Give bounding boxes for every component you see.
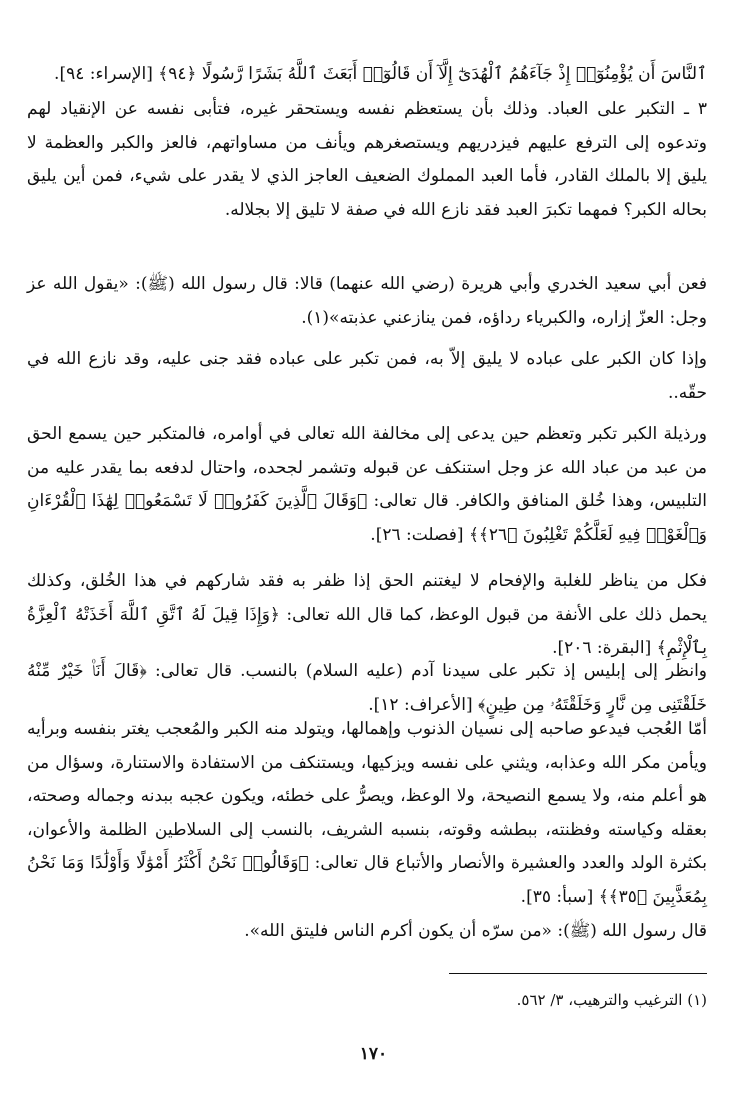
paragraph-vanity: أمّا العُجب فيدعو صاحبه إلى نسيان الذنوب وإهمالها، ويتولد منه الكبر والمُعجب يغتر بنفسه وبرأيه ويأمن مكر الله وعذابه، ويثني على نفسه ويزكيها، ويستنكف من الاستفادة والاستنارة، وسؤال من هو أعلم منه، ولا يسمع النصيحة، ولا الوعظ، ويصرُّ على خطئه، ويكون عجبه ببدنه وجماله وصحته، بعقله وكياسته وفظنته، ببطشه وقوته، بنسبه الشريف، بالنسب إلى السلاطين الظلمة والأعوان، بكثرة الولد والعدد والعشيرة والأنصار والأتباع قال تعالى: ﴿وَقَالُوا۟ نَحْنُ أَكْثَرُ أَمْوَٰلًا وَأَوْلَٰدًا وَمَا نَحْنُ بِمُعَذَّبِينَ ﴿٣٥﴾﴾ [سبأ: ٣٥]. (27, 719, 707, 907)
paragraph-vice-of-pride: ورذيلة الكبر تكبر وتعظم حين يدعى إلى مخالفة الله تعالى في أوامره، فالمتكبر حين يسمع الحق من عبد من عباد الله عز وجل استنكف عن قبوله وتشمر لجحده، واحتال لدفعه بما يقدر عليه من التلبيس، وهذا خُلق المنافق والكافر. قال تعالى: ﴿وَقَالَ ٱلَّذِينَ كَفَرُوا۟ لَا تَسْمَعُوا۟ لِهَٰذَا ٱلْقُرْءَانِ وَٱلْغَوْا۟ فِيهِ لَعَلَّكُمْ تَغْلِبُونَ ﴿٢٦﴾﴾ [فصلت: ٢٦]. (27, 424, 707, 545)
paragraph-hadith-taqwa: قال رسول الله (ﷺ): «من سرّه أن يكون أكرم الناس فليتق الله». (244, 921, 707, 941)
paragraph-arrogance-toward-servants: ٣ ـ التكبر على العباد. وذلك بأن يستعظم نفسه ويستحقر غيره، فتأبى نفسه عن الإنقياد لهم وتدعوه إلى الترفع عليهم فيزدريهم ويستصغرهم ويأنف من مساواتهم، فالعز والكبر والعظمة لا يليق إلا بالملك القادر، فأما العبد المملوك الضعيف العاجز الذي لا يقدر على شيء، فمن أين يليق بحاله الكبر؟ فمهما تكبرَ العبد فقد نازع الله في صفة لا تليق إلا بجلاله. (27, 99, 707, 220)
footnote: (١) الترغيب والترهيب، ٣/ ٥٦٢. (516, 991, 707, 1009)
paragraph-iblis: وانظر إلى إبليس إذ تكبر على سيدنا آدم (عليه السلام) بالنسب. قال تعالى: ﴿قَالَ أَنَا۠ خَيْرٌ مِّنْهُ خَلَقْتَنِى مِن نَّارٍ وَخَلَقْتَهُۥ مِن طِينٍ﴾ [الأعراف: ١٢]. (27, 661, 707, 715)
paragraph-debating-for-victory: فكل من يناظر للغلبة والإفحام لا ليغتنم الحق إذا ظفر به فقد شاركهم في هذا الخُلق، وكذلك يحمل ذلك على الأنفة من قبول الوعظ، كما قال الله تعالى: ﴿وَإِذَا قِيلَ لَهُ ٱتَّقِ ٱللَّهَ أَخَذَتْهُ ٱلْعِزَّةُ بِٱلْإِثْمِ﴾ [البقرة: ٢٠٦]. (27, 571, 707, 658)
footnote-divider (449, 973, 707, 974)
page-number: ١٧٠ (359, 1044, 388, 1064)
paragraph-hadith-pride: فعن أبي سعيد الخدري وأبي هريرة (رضي الله عنهما) قالا: قال رسول الله (ﷺ): «يقول الله عز وجل: العزّ إزاره، والكبرياء رداؤه، فمن ينازعني عذبته»(١). (27, 274, 707, 328)
paragraph-pride-belongs-to-god: وإذا كان الكبر على عباده لا يليق إلاّ به، فمن تكبر على عباده فقد جنى عليه، وقد نازع الله في حقّه.. (27, 349, 707, 403)
paragraph-quran-isra: ٱلنَّاسَ أَن يُؤْمِنُوٓا۟ إِذْ جَآءَهُمُ ٱلْهُدَىٰٓ إِلَّآ أَن قَالُوٓا۟ أَبَعَثَ ٱللَّهُ بَشَرًا رَّسُولًا ﴿٩٤﴾ [الإسراء: ٩٤]. (54, 64, 707, 84)
